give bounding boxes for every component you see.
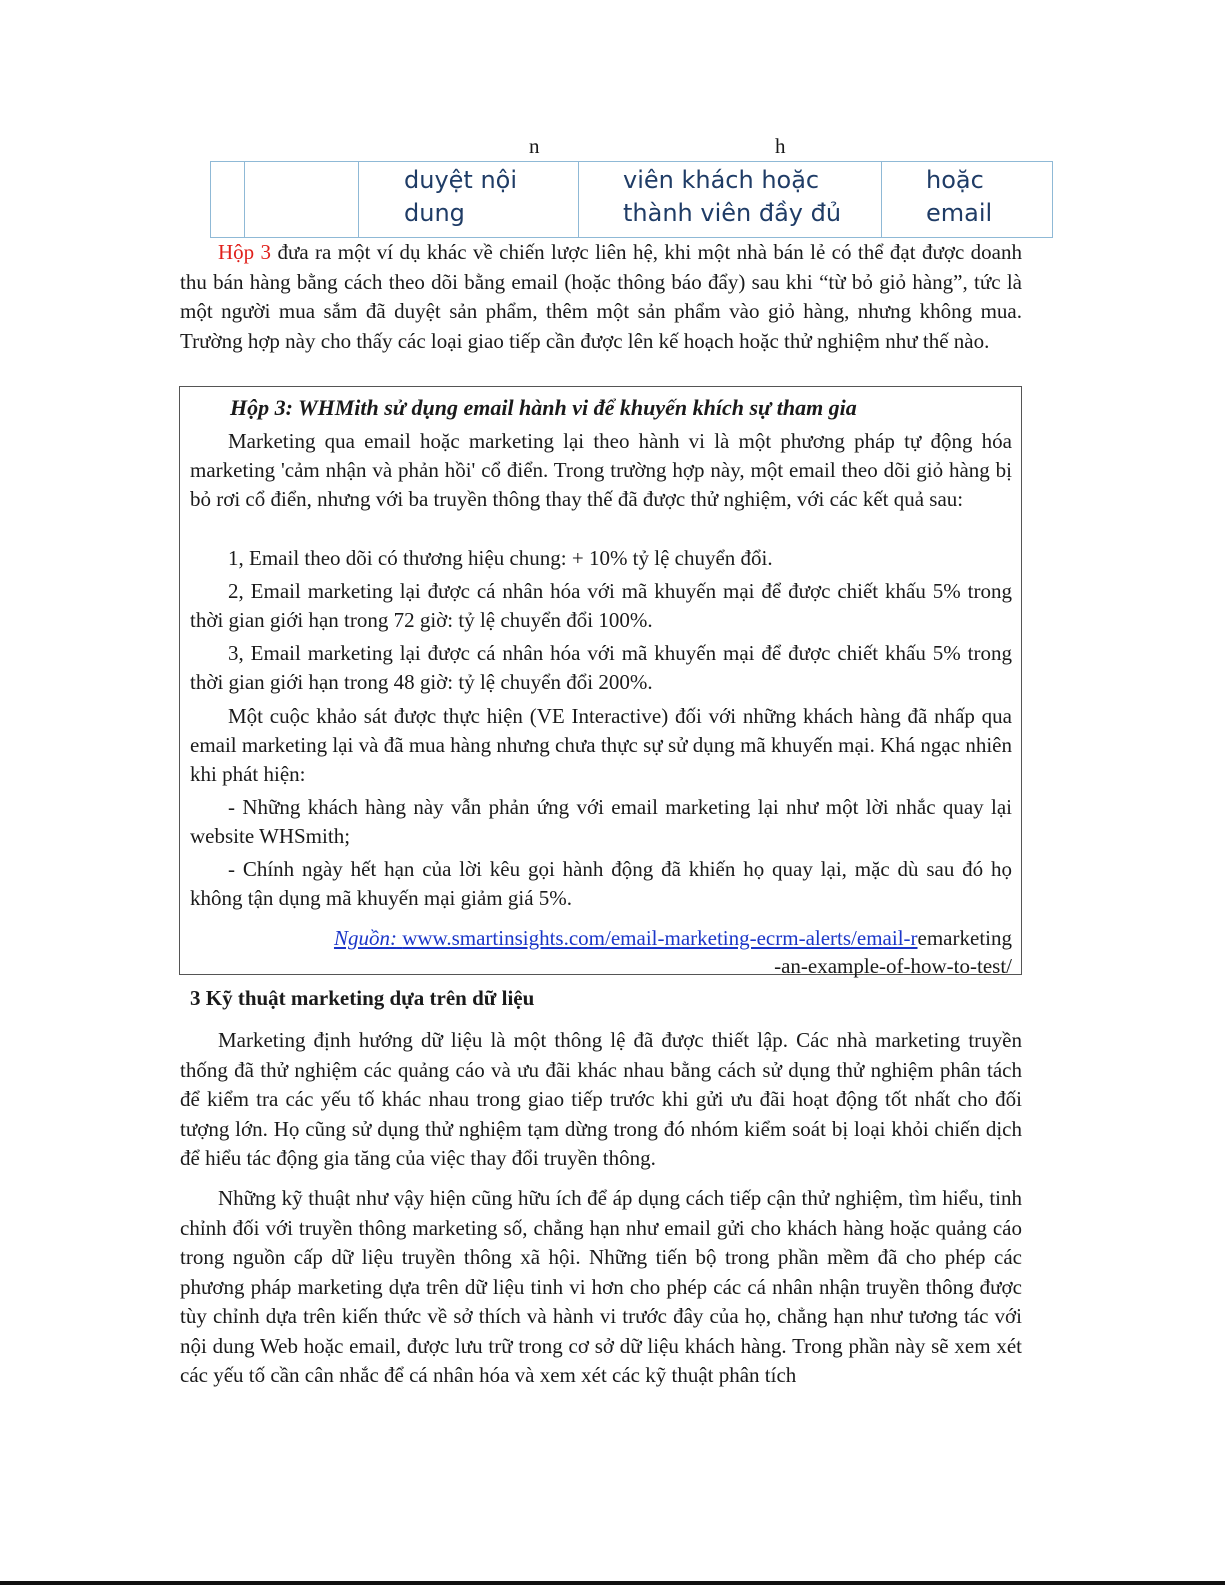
source-link[interactable]: Nguồn: www.smartinsights.com/email-marketing-ecrm-alerts/email-r [333, 926, 918, 950]
table-cell [245, 162, 359, 238]
box-reference: Hộp 3 [218, 240, 272, 264]
page-bottom-edge [0, 1581, 1225, 1585]
table-cell: duyệt nội dung [359, 162, 579, 238]
box-paragraph: Marketing qua email hoặc marketing lại theo hành vi là một phương pháp tự động hóa marketing 'cảm nhận và phản hồi' cổ điển. Trong trường hợp này, một email theo dõi giỏ hàng bị bỏ rơi cổ điển, nhưng với ba truyền thông thay thế đã được thử nghiệm, với các kết quả sau: [190, 429, 1012, 511]
section-heading: 3 Kỹ thuật marketing dựa trên dữ liệu [190, 986, 535, 1010]
table-fragment-n: n [529, 134, 540, 158]
box-list-item: 2, Email marketing lại được cá nhân hóa với mã khuyến mại để được chiết khấu 5% trong thời gian giới hạn trong 72 giờ: tỷ lệ chuyển đổi 100%. [190, 579, 1012, 632]
box-title: Hộp 3: WHMith sử dụng email hành vi để khuyến khích sự tham gia [230, 395, 857, 420]
box-list-item: 1, Email theo dõi có thương hiệu chung: + 10% tỷ lệ chuyển đổi. [228, 546, 773, 570]
content-table [210, 161, 1053, 238]
table-row [211, 162, 1053, 238]
box-paragraph: Một cuộc khảo sát được thực hiện (VE Interactive) đối với những khách hàng đã nhấp qua email marketing lại và đã mua hàng nhưng chưa thực sự sử dụng mã khuyến mại. Khá ngạc nhiên khi phát hiện: [190, 704, 1012, 786]
table-cell: viên khách hoặc thành viên đầy đủ [579, 162, 882, 238]
intro-paragraph: Hộp 3 đưa ra một ví dụ khác về chiến lược liên hệ, khi một nhà bán lẻ có thể đạt được doanh thu bán hàng bằng cách theo dõi bằng email (hoặc thông báo đẩy) sau khi “từ bỏ giỏ hàng”, tức là một người mua sắm đã duyệt sản phẩm, thêm một sản phẩm vào giỏ hàng, nhưng không mua. Trường hợp này cho thấy các loại giao tiếp cần được lên kế hoạch hoặc thử nghiệm như thế nào. [180, 240, 1022, 353]
box-list-item: - Chính ngày hết hạn của lời kêu gọi hành động đã khiến họ quay lại, mặc dù sau đó họ không tận dụng mã khuyến mại giảm giá 5%. [190, 857, 1012, 910]
table-cell [211, 162, 245, 238]
box-list-item: 3, Email marketing lại được cá nhân hóa với mã khuyến mại để được chiết khấu 5% trong thời gian giới hạn trong 48 giờ: tỷ lệ chuyển đổi 200%. [190, 641, 1012, 694]
body-paragraph: Marketing định hướng dữ liệu là một thông lệ đã được thiết lập. Các nhà marketing truyền thống đã thử nghiệm các quảng cáo và ưu đãi khác nhau bằng cách sử dụng thử nghiệm phân tách để kiểm tra các yếu tố khác nhau trong giao tiếp trước khi gửi ưu đãi hoạt động tốt nhất cho đối tượng lớn. Họ cũng sử dụng thử nghiệm tạm dừng trong đó nhóm kiểm soát bị loại khỏi chiến dịch để hiểu tác động gia tăng của việc thay đổi truyền thông. [180, 1028, 1022, 1170]
table-fragment-h: h [775, 134, 786, 158]
case-study-box [179, 386, 1022, 978]
table-cell: hoặc email [882, 162, 1053, 238]
source-citation: Nguồn: www.smartinsights.com/email-marketing-ecrm-alerts/email-remarketing -an-example-of-how-to-test/ [333, 926, 1012, 978]
body-paragraph: Những kỹ thuật như vậy hiện cũng hữu ích để áp dụng cách tiếp cận thử nghiệm, tìm hiểu, tinh chỉnh đối với truyền thông marketing số, chẳng hạn như email gửi cho khách hàng hoặc quảng cáo trong nguồn cấp dữ liệu truyền thông xã hội. Những tiến bộ trong phần mềm đã cho phép các phương pháp marketing dựa trên dữ liệu tinh vi hơn cho phép các cá nhân nhận truyền thông được tùy chỉnh dựa trên kiến thức về sở thích và hành vi trước đây của họ, chẳng hạn như tương tác với nội dung Web hoặc email, được lưu trữ trong cơ sở dữ liệu khách hàng. Trong phần này sẽ xem xét các yếu tố cần cân nhắc để cá nhân hóa và xem xét các kỹ thuật phân tích [180, 1186, 1022, 1387]
box-list-item: - Những khách hàng này vẫn phản ứng với email marketing lại như một lời nhắc quay lại website WHSmith; [190, 795, 1012, 848]
